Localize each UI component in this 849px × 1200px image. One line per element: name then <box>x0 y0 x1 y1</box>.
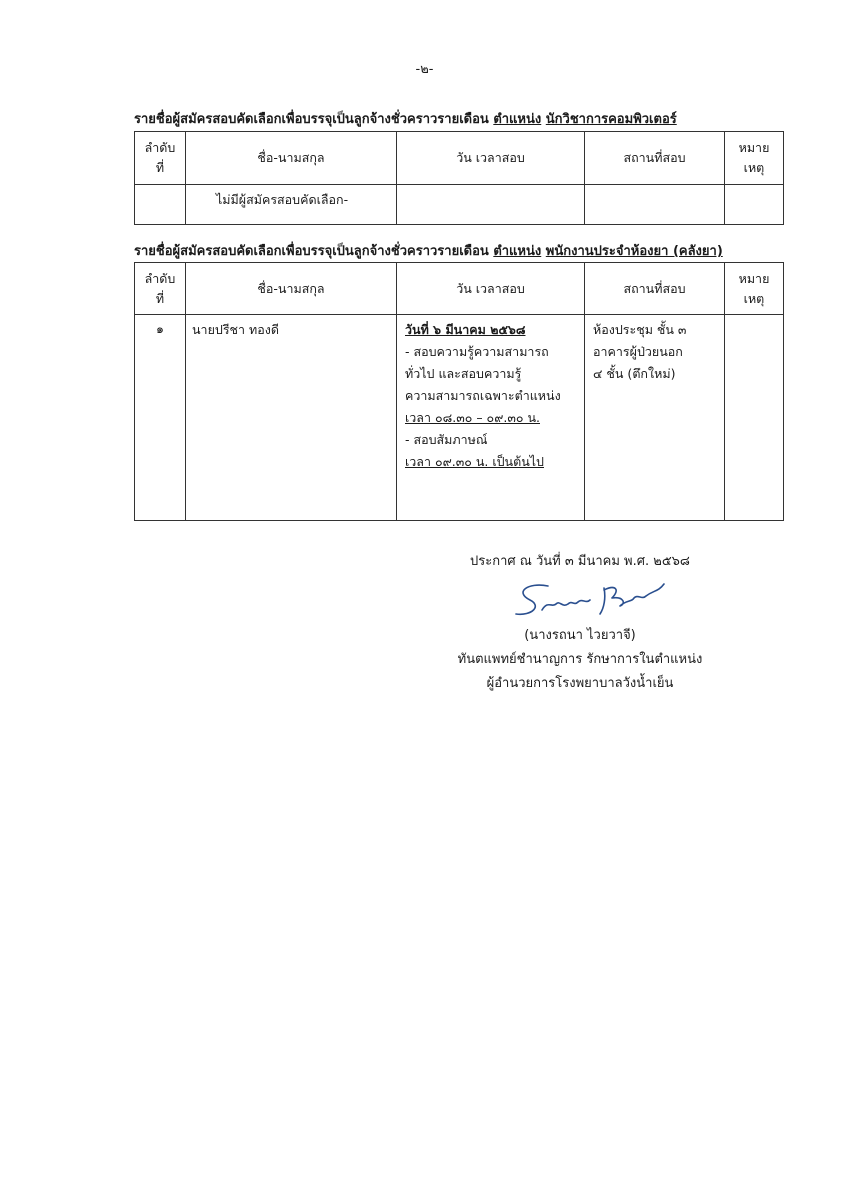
announcement-date: ประกาศ ณ วันที่ ๓ มีนาคม พ.ศ. ๒๕๖๘ <box>470 554 690 569</box>
section2-heading <box>134 240 794 261</box>
section1-table <box>134 131 784 225</box>
section1-position-name: นักวิชาการคอมพิวเตอร์ <box>545 112 677 127</box>
table-row <box>135 185 784 225</box>
col-no-header: ลำดับ ที่ <box>135 132 186 185</box>
cell-place <box>585 315 725 521</box>
col-name-header: ชื่อ-นามสกุล <box>186 132 397 185</box>
exam-part1-time: เวลา ๐๘.๓๐ – ๐๙.๓๐ น. <box>405 410 540 425</box>
cell-name <box>186 315 397 521</box>
col-place-header: สถานที่สอบ <box>585 263 725 315</box>
signature-image <box>508 578 678 620</box>
col-datetime-header: วัน เวลาสอบ <box>397 263 585 315</box>
section2-heading-prefix: รายชื่อผู้สมัครสอบคัดเลือกเพื่อบรรจุเป็นลูกจ้างชั่วคราวรายเดือน <box>134 244 489 259</box>
signer-name: (นางรถนา ไวยวาจี) <box>524 628 636 643</box>
col-place-header: สถานที่สอบ <box>585 132 725 185</box>
table-row <box>135 315 784 521</box>
col-note-header: หมาย เหตุ <box>725 263 784 315</box>
section2-header-row <box>135 263 784 315</box>
cell-datetime <box>397 315 585 521</box>
cell-place <box>585 185 725 225</box>
col-name-header: ชื่อ-นามสกุล <box>186 263 397 315</box>
signer-title-line2: ผู้อำนวยการโรงพยาบาลวังน้ำเย็น <box>486 676 674 691</box>
signer-title-line1: ทันตแพทย์ชำนาญการ รักษาการในตำแหน่ง <box>457 652 703 667</box>
exam-place-line2: อาคารผู้ป่วยนอก <box>593 344 683 359</box>
exam-date: วันที่ ๖ มีนาคม ๒๕๖๘ <box>405 322 526 337</box>
section2-position-label: ตำแหน่ง <box>493 244 542 259</box>
exam-part1-line1: - สอบความรู้ความสามารถ <box>405 344 549 359</box>
no-applicant-text: ไม่มีผู้สมัครสอบคัดเลือก- <box>216 192 349 207</box>
cell-no: ๑ <box>135 315 186 521</box>
exam-part2-time: เวลา ๐๙.๓๐ น. เป็นต้นไป <box>405 454 544 469</box>
cell-name <box>186 185 397 225</box>
page-number: -๒- <box>415 62 434 77</box>
exam-part2: - สอบสัมภาษณ์ <box>405 432 488 447</box>
col-datetime-header: วัน เวลาสอบ <box>397 132 585 185</box>
cell-note <box>725 185 784 225</box>
section1-position-label: ตำแหน่ง <box>493 112 542 127</box>
exam-place-line3: ๔ ชั้น (ตึกใหม่) <box>593 366 676 381</box>
section1-heading-prefix: รายชื่อผู้สมัครสอบคัดเลือกเพื่อบรรจุเป็นลูกจ้างชั่วคราวรายเดือน <box>134 112 489 127</box>
applicant-name: นายปรีชา ทองดี <box>192 322 279 337</box>
section1-heading <box>134 108 794 129</box>
section2-position-name: พนักงานประจำห้องยา (คลังยา) <box>545 244 723 259</box>
exam-part1-line3: ความสามารถเฉพาะตำแหน่ง <box>405 388 561 403</box>
section1-header-row <box>135 132 784 185</box>
section2-table <box>134 262 784 521</box>
exam-place-line1: ห้องประชุม ชั้น ๓ <box>593 322 687 337</box>
cell-no <box>135 185 186 225</box>
col-no-header: ลำดับ ที่ <box>135 263 186 315</box>
exam-part1-line2: ทั่วไป และสอบความรู้ <box>405 366 522 381</box>
col-note-header: หมาย เหตุ <box>725 132 784 185</box>
cell-datetime <box>397 185 585 225</box>
cell-note <box>725 315 784 521</box>
